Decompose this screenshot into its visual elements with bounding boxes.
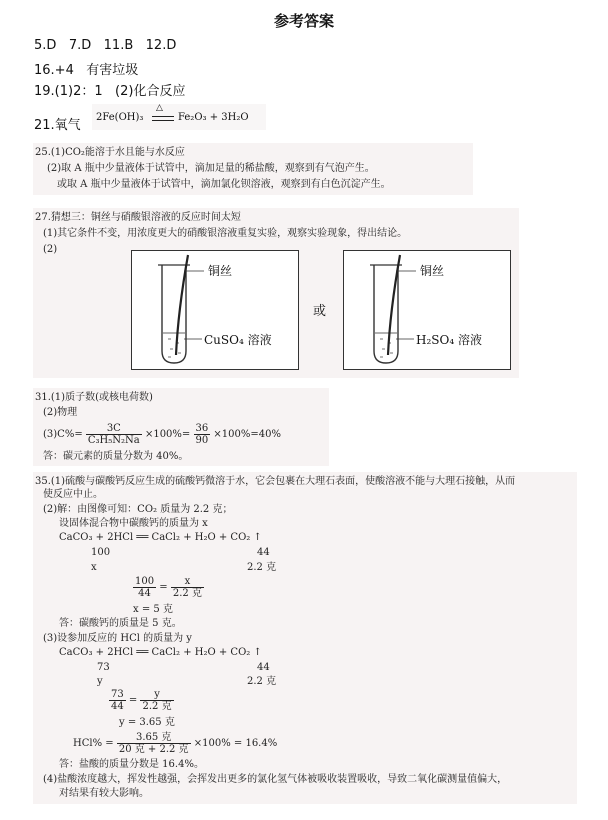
answer-16-text: 有害垃圾 xyxy=(86,63,139,78)
liquid-hatch-2 xyxy=(380,339,393,357)
test-tube-1 xyxy=(162,265,186,363)
q35-r1-frac1 xyxy=(133,576,156,599)
liquid-hatch-1 xyxy=(168,339,181,357)
label-h2so4-solution: H₂SO₄ 溶液 xyxy=(416,333,482,347)
answer-16-num: 16.+4 xyxy=(34,63,74,78)
q35-molar-100: 100 xyxy=(91,547,111,558)
q35-line4: (3)设参加反应的 HCl 的质量为 y xyxy=(43,633,192,644)
q35-hcl-num: 3.65 克 xyxy=(117,732,191,744)
answer-19 xyxy=(34,80,185,99)
q35-r2-d2: 2.2 克 xyxy=(142,701,172,712)
figure-copper-h2so4 xyxy=(343,250,511,370)
q35-ratio-1: $\frac{100}{44}$ = $\frac{x}{\text{2.2 克}}$ xyxy=(135,576,202,599)
label-copper-wire-2: 铜丝 xyxy=(420,264,445,278)
q35-y-result: y = 3.65 克 xyxy=(119,717,175,728)
q27-line3: (2) xyxy=(43,244,58,255)
label-cuso4-solution: CuSO₄ 溶液 xyxy=(204,333,272,347)
answer-21 xyxy=(34,114,81,133)
q25-line3: 或取 A 瓶中少量液体于试管中，滴加氯化钡溶液，观察到有白色沉淀产生。 xyxy=(57,179,391,190)
q27-line1: 27.猜想三：铜丝与硝酸银溶液的反应时间太短 xyxy=(35,212,241,223)
q31-f1-num: 3C xyxy=(86,423,142,435)
q35-r2-d1: 44 xyxy=(111,701,124,712)
answer-5: 5.D xyxy=(34,38,57,53)
q35-x-result: x = 5 克 xyxy=(133,604,173,615)
answer-21-num: 21.氧气 xyxy=(34,118,81,133)
q31-c-percent: (3)C%= xyxy=(43,429,83,440)
q35-equation-1: CaCO₃ + 2HCl ══ CaCl₂ + H₂O + CO₂ ↑ xyxy=(59,532,262,543)
q31-fraction-2 xyxy=(194,423,211,446)
q35-r1-d1: 44 xyxy=(138,588,151,599)
q35-hcl-percent xyxy=(73,732,277,755)
q35-ratio-2: $\frac{73}{44}$ = $\frac{y}{\text{2.2 克}}$ xyxy=(111,689,172,712)
q35-line3: 设固体混合物中碳酸钙的质量为 x xyxy=(59,518,208,529)
eq21-condition: △ xyxy=(156,103,163,113)
test-tube-2 xyxy=(374,265,398,363)
eq21-arrow xyxy=(152,116,174,121)
q31-mid: ×100%= xyxy=(144,429,191,440)
q35-molar-44b: 44 xyxy=(257,662,270,673)
answer-19-text: (2)化合反应 xyxy=(115,84,186,99)
answer-31-panel xyxy=(33,388,329,466)
answer-19-num: 19.(1)2：1 xyxy=(34,84,103,99)
q35-hcl-den: 20 克 + 2.2 克 xyxy=(118,744,189,755)
q35-hcl-pre: HCl% = xyxy=(73,738,114,749)
q35-hcl-post: ×100% = 16.4% xyxy=(193,738,278,749)
q31-line2: (2)物理 xyxy=(43,407,78,418)
q31-result: ×100%=40% xyxy=(213,429,281,440)
eq21-left: 2Fe(OH)₃ xyxy=(96,112,144,123)
q35-mass-22a: 2.2 克 xyxy=(247,562,277,573)
q35-r2-n1: 73 xyxy=(111,689,124,700)
q35-r2-frac1 xyxy=(109,689,126,712)
q35-r1-n2: x xyxy=(171,576,204,588)
answer-7: 7.D xyxy=(68,38,92,53)
q25-line1: 25.(1)CO₂能溶于水且能与水反应 xyxy=(35,147,185,158)
answer-21-equation xyxy=(92,104,266,130)
q31-line3 xyxy=(43,423,281,446)
q35-line5: (4)盐酸浓度越大，挥发性越强，会挥发出更多的氯化氢气体被吸收装置吸收，导致二氧化碳测量值偏大， xyxy=(43,774,508,785)
eq21-right: Fe₂O₃ + 3H₂O xyxy=(178,112,249,123)
q35-hcl-frac xyxy=(117,732,191,755)
page-title: 参考答案 xyxy=(273,12,334,30)
q35-mass-22b: 2.2 克 xyxy=(247,676,277,687)
q35-answer-1: 答：碳酸钙的质量是 5 克。 xyxy=(59,618,182,629)
figure-copper-cuso4 xyxy=(131,250,299,370)
answer-25-panel xyxy=(33,143,473,195)
mc-answers xyxy=(34,38,176,53)
q35-r1-d2: 2.2 克 xyxy=(172,588,202,599)
q35-molar-73: 73 xyxy=(97,662,110,673)
q35-equation-2: CaCO₃ + 2HCl ══ CaCl₂ + H₂O + CO₂ ↑ xyxy=(59,647,262,658)
q27-line2: (1)其它条件不变，用浓度更大的硝酸银溶液重复实验，观察实验现象，得出结论。 xyxy=(43,228,408,239)
q35-line1b: 使反应中止。 xyxy=(43,489,103,500)
q35-r1-n1: 100 xyxy=(135,576,155,587)
q25-line2: (2)取 A 瓶中少量液体于试管中，滴加足量的稀盐酸，观察到有气泡产生。 xyxy=(47,163,375,174)
q35-var-x: x xyxy=(91,562,97,573)
q31-f2-den: 90 xyxy=(195,435,209,446)
answer-12: 12.D xyxy=(145,38,177,53)
q31-line1: 31.(1)质子数(或核电荷数) xyxy=(35,392,153,403)
q31-f2-num: 36 xyxy=(195,423,209,434)
q31-fraction-1 xyxy=(86,423,142,446)
q35-molar-44a: 44 xyxy=(257,547,270,558)
or-label: 或 xyxy=(313,304,327,319)
q35-line2: (2)解：由图像可知：CO₂ 质量为 2.2 克； xyxy=(43,504,233,515)
q35-r2-n2: y xyxy=(140,689,173,701)
q31-line4: 答：碳元素的质量分数为 40%。 xyxy=(43,451,189,462)
q35-line5b: 对结果有较大影响。 xyxy=(59,788,149,799)
answer-27-panel xyxy=(33,208,519,378)
answer-11: 11.B xyxy=(103,38,134,53)
q35-line1: 35.(1)硫酸与碳酸钙反应生成的硫酸钙微溶于水，它会包裹在大理石表面，使酸溶液不能与大理石接触，从而 xyxy=(35,476,516,487)
answer-35-panel xyxy=(33,472,577,804)
q35-var-y: y xyxy=(97,676,103,687)
answer-16 xyxy=(34,59,138,78)
label-copper-wire-1: 铜丝 xyxy=(208,264,233,278)
q31-f1-den: C₃H₅N₂Na xyxy=(87,435,140,446)
q35-answer-2: 答：盐酸的质量分数是 16.4%。 xyxy=(59,759,204,770)
q35-r2-frac2 xyxy=(140,689,173,712)
q35-r1-frac2 xyxy=(171,576,204,599)
